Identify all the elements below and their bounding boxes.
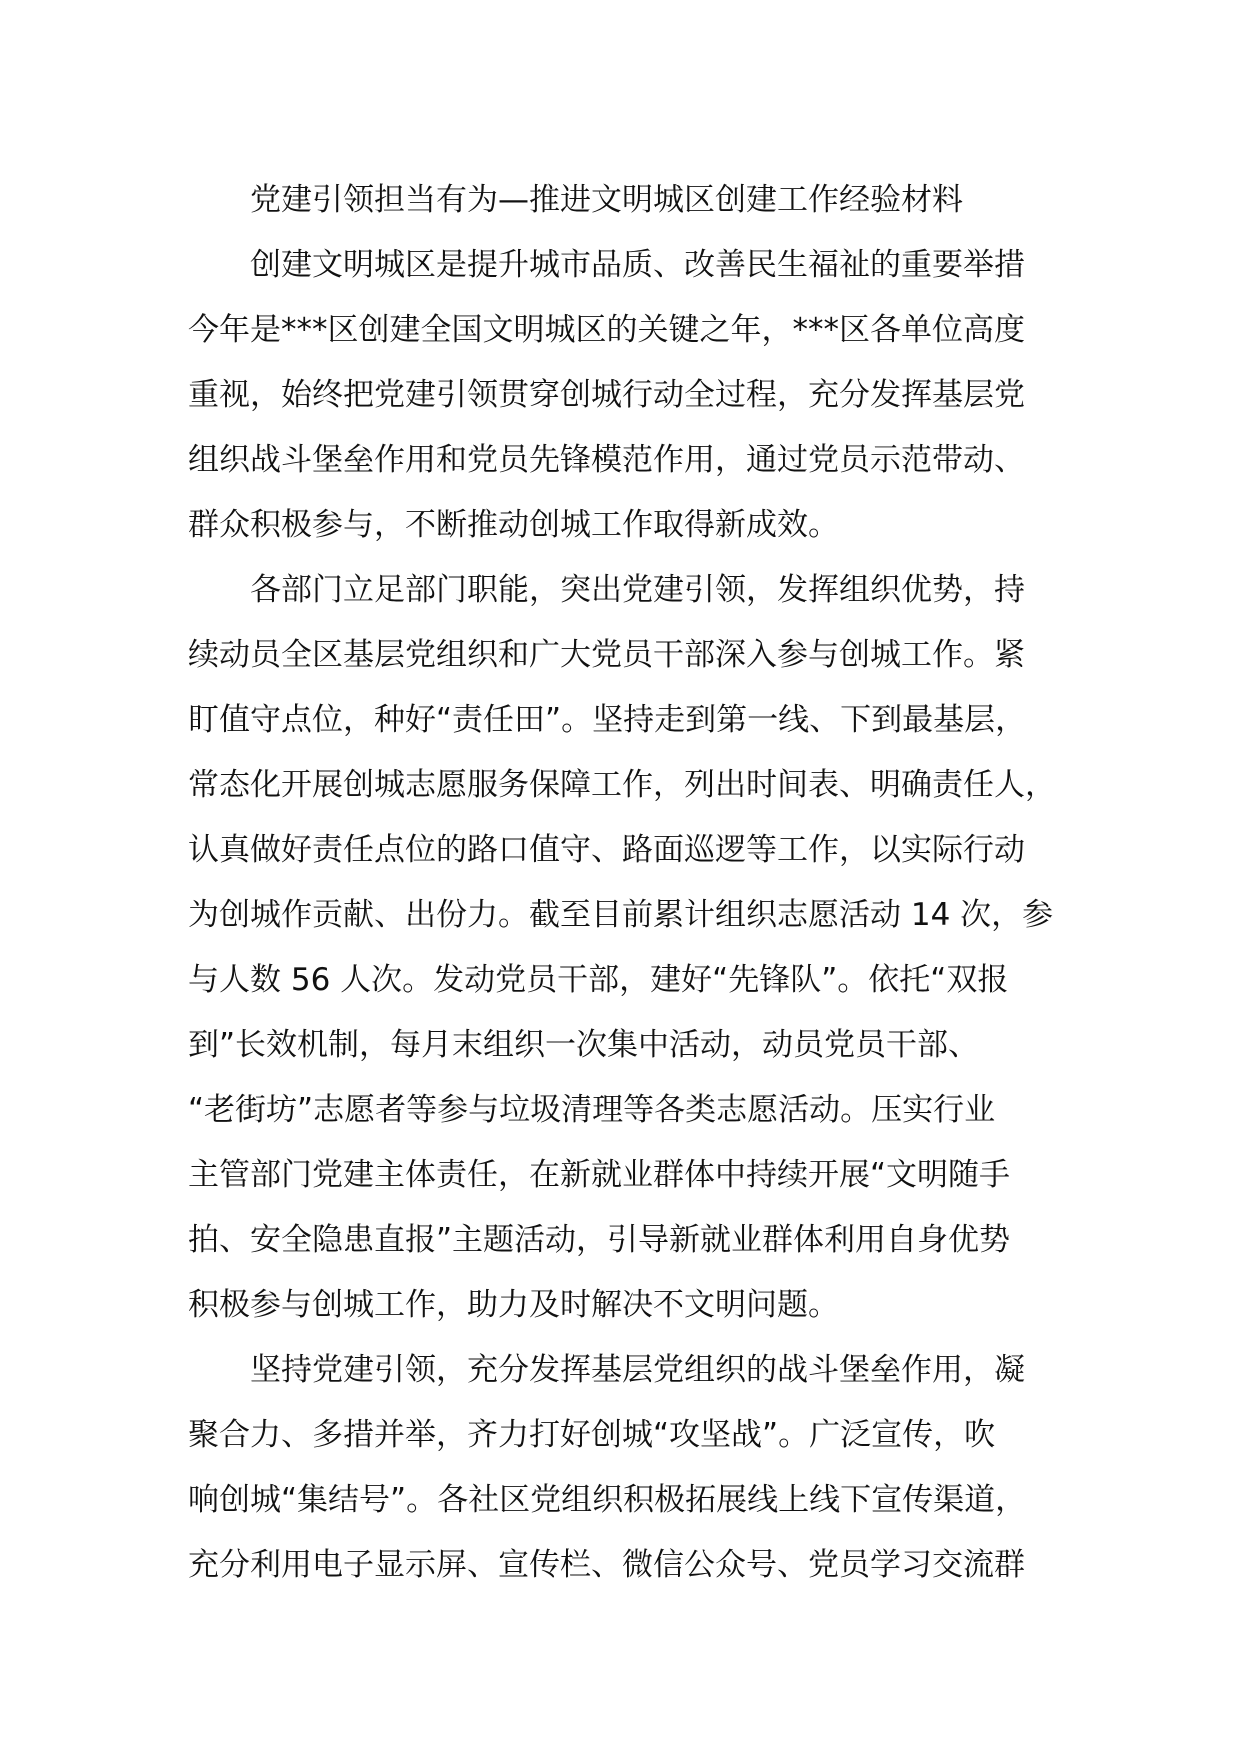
paragraph-line: 认真做好责任点位的路口值守、路面巡逻等工作，以实际行动 xyxy=(188,832,1025,868)
paragraph-line: 为创城作贡献、出份力。截至目前累计组织志愿活动 14 次，参 xyxy=(188,897,1054,933)
paragraph-line: 响创城“集结号”。各社区党组织积极拓展线上线下宣传渠道， xyxy=(188,1482,1027,1518)
document-body xyxy=(188,168,1088,1598)
paragraph-line: “老街坊”志愿者等参与垃圾清理等各类志愿活动。压实行业 xyxy=(188,1092,996,1128)
paragraph-line: 聚合力、多措并举，齐力打好创城“攻坚战”。广泛宣传，吹 xyxy=(188,1417,996,1453)
paragraph-line: 充分利用电子显示屏、宣传栏、微信公众号、党员学习交流群 xyxy=(188,1547,1025,1583)
paragraph-line: 盯值守点位，种好“责任田”。坚持走到第一线、下到最基层， xyxy=(188,702,1027,738)
paragraph-line: 今年是***区创建全国文明城区的关键之年，***区各单位高度 xyxy=(188,312,1025,348)
paragraph-line: 主管部门党建主体责任，在新就业群体中持续开展“文明随手 xyxy=(188,1157,1011,1193)
paragraph-2 xyxy=(188,558,1088,1338)
paragraph-line: 拍、安全隐患直报”主题活动，引导新就业群体利用自身优势 xyxy=(188,1222,1011,1258)
paragraph-line: 常态化开展创城志愿服务保障工作，列出时间表、明确责任人， xyxy=(188,767,1056,803)
document-title: 党建引领担当有为—推进文明城区创建工作经验材料 xyxy=(250,182,963,218)
paragraph-line: 与人数 56 人次。发动党员干部，建好“先锋队”。依托“双报 xyxy=(188,962,1009,998)
paragraph-1 xyxy=(188,233,1088,558)
paragraph-line: 重视，始终把党建引领贯穿创城行动全过程，充分发挥基层党 xyxy=(188,377,1025,413)
paragraph-line: 组织战斗堡垒作用和党员先锋模范作用，通过党员示范带动、 xyxy=(188,442,1025,478)
paragraph-line: 各部门立足部门职能，突出党建引领，发挥组织优势，持 xyxy=(250,572,1025,608)
paragraph-3 xyxy=(188,1338,1088,1598)
paragraph-line: 到”长效机制，每月末组织一次集中活动，动员党员干部、 xyxy=(188,1027,980,1063)
paragraph-line: 续动员全区基层党组织和广大党员干部深入参与创城工作。紧 xyxy=(188,637,1025,673)
paragraph-line: 积极参与创城工作，助力及时解决不文明问题。 xyxy=(188,1287,839,1323)
paragraph-line: 群众积极参与，不断推动创城工作取得新成效。 xyxy=(188,507,839,543)
paragraph-line: 创建文明城区是提升城市品质、改善民生福祉的重要举措 xyxy=(250,247,1025,283)
paragraph-line: 坚持党建引领，充分发挥基层党组织的战斗堡垒作用，凝 xyxy=(250,1352,1025,1388)
